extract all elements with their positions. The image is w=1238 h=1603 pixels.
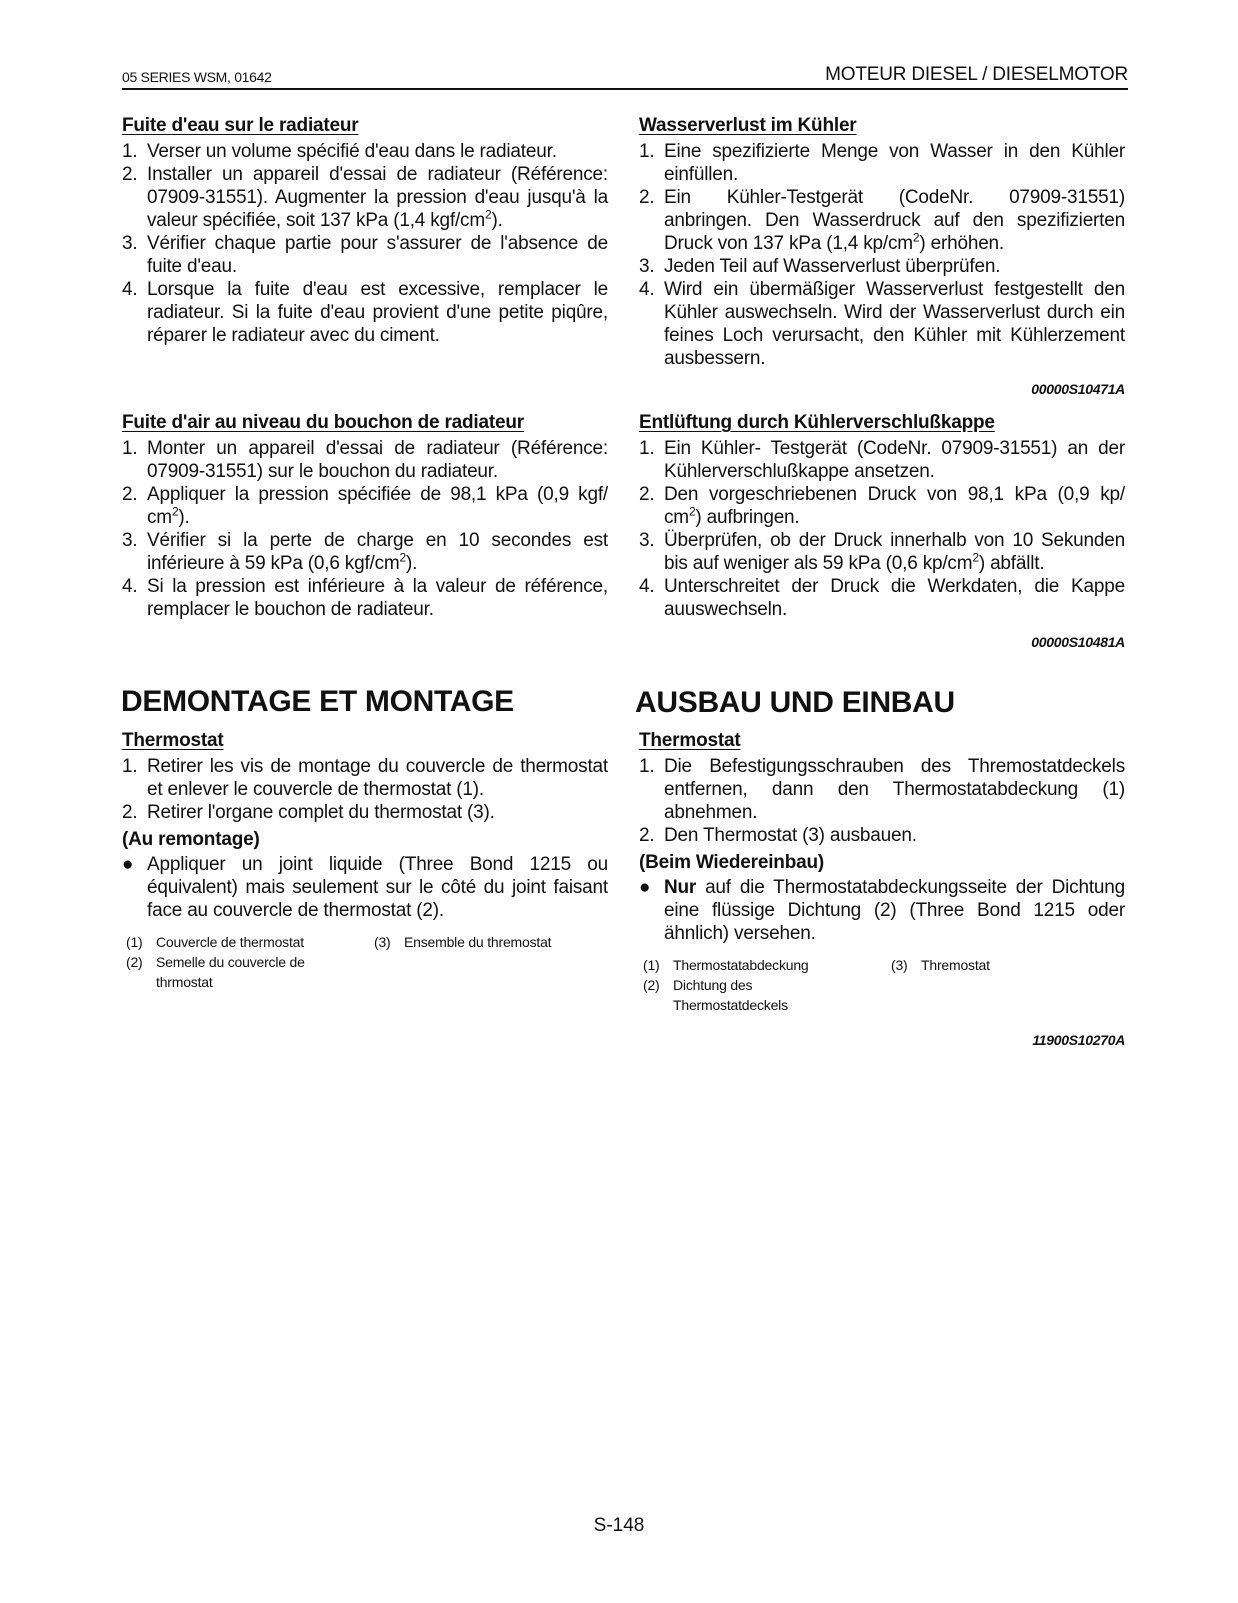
de-s1-ref: 00000S10471A: [1031, 381, 1125, 397]
list-item-text: Vérifier chaque partie pour s'assurer de l'absence de fuite d'eau.: [147, 233, 608, 277]
list-item-text: Den vorgeschriebenen Druck von 98,1 kPa (0,9 kp/ cm: [664, 484, 1125, 528]
fr-s1-list: [122, 140, 608, 347]
legend-text: Couvercle de thermostat: [156, 934, 304, 950]
list-item: [639, 824, 1125, 847]
list-item-text: Verser un volume spécifié d'eau dans le radiateur.: [147, 141, 557, 162]
superscript: 2: [485, 207, 492, 222]
list-item-number: 1.: [639, 141, 655, 162]
list-item: [122, 483, 608, 529]
fr-s1-title: Fuite d'eau sur le radiateur: [122, 115, 359, 136]
fr-legend: [122, 932, 608, 992]
list-item-text: Installer un appareil d'essai de radiateur (Référence: 07909-31551). Augmenter la pression d'eau jusqu'à la valeur spécifiée, soit 137 kPa (1,4 kgf/cm: [147, 164, 608, 231]
de-bullet-text: auf die Thermostatabdeckungsseite der Dichtung eine flüssige Dichtung (2) (Three Bond 1215 oder ähnlich) versehen.: [664, 877, 1125, 944]
superscript: 2: [688, 504, 696, 519]
list-item: [122, 755, 608, 801]
list-item-number: 1.: [639, 756, 655, 777]
list-item-text-tail: ) aufbringen.: [695, 507, 800, 528]
list-item: [122, 163, 608, 232]
list-item-text-tail: ).: [406, 553, 418, 574]
legend-text: Ensemble du thremostat: [404, 934, 552, 950]
legend-text: Semelle du couvercle de thrmostat: [156, 954, 305, 990]
superscript: 2: [399, 550, 407, 565]
de-section-thermostat: [639, 729, 1125, 1052]
fr-s2-title: Fuite d'air au niveau du bouchon de radiateur: [122, 412, 524, 433]
header-section: MOTEUR DIESEL / DIESELMOTOR: [825, 64, 1128, 85]
fr-big-title: DEMONTAGE ET MONTAGE: [121, 685, 514, 718]
list-item: [639, 186, 1125, 255]
de-big-title: AUSBAU UND EINBAU: [635, 686, 955, 719]
de-bullet-strong: Nur: [664, 877, 697, 898]
list-item: [122, 278, 608, 347]
list-item: [639, 575, 1125, 621]
list-item: [639, 278, 1125, 370]
superscript: 2: [912, 230, 920, 245]
list-item: [639, 755, 1125, 824]
list-item: [122, 437, 608, 483]
legend-number: (3): [891, 957, 908, 973]
list-item-text: Unterschreitet der Druck die Werkdaten, die Kappe auuswechseln.: [664, 576, 1125, 620]
de-s1-title: Wasserverlust im Kühler: [639, 115, 857, 136]
list-item-text: Retirer l'organe complet du thermostat (3).: [147, 802, 495, 823]
list-item-number: 1.: [639, 438, 655, 459]
list-item-text: Den Thermostat (3) ausbauen.: [664, 825, 917, 846]
de-thermostat-title: Thermostat: [639, 730, 741, 751]
legend-text: Thermostatabdeckung: [673, 957, 809, 973]
fr-reassembly-title: (Au remontage): [122, 829, 260, 850]
superscript: 2: [171, 504, 179, 519]
bullet-icon: ●: [122, 854, 134, 875]
list-item-text-tail: ).: [491, 210, 503, 231]
list-item: [122, 801, 608, 824]
list-item-number: 4.: [639, 279, 655, 300]
legend-number: (1): [126, 934, 143, 950]
list-item: [122, 140, 608, 163]
list-item-text-tail: ) erhöhen.: [919, 233, 1005, 254]
fr-thermostat-title: Thermostat: [122, 730, 224, 751]
list-item-text: Eine spezifizierte Menge von Wasser in den Kühler einfüllen.: [664, 141, 1125, 185]
list-item-number: 2.: [122, 484, 138, 505]
de-s1-list: [639, 140, 1125, 370]
de-s2-title: Entlüftung durch Kühlerverschlußkappe: [639, 412, 995, 433]
fr-section-thermostat: [122, 729, 608, 992]
list-item-number: 3.: [639, 256, 655, 277]
fr-thermostat-list: [122, 755, 608, 824]
list-item-number: 4.: [639, 576, 655, 597]
list-item-text: Appliquer la pression spécifiée de 98,1 kPa (0,9 kgf/ cm: [147, 484, 608, 528]
list-item-text: Retirer les vis de montage du couvercle de thermostat et enlever le couvercle de thermostat (1).: [147, 756, 608, 800]
de-s2-list: [639, 437, 1125, 621]
list-item-number: 2.: [639, 187, 655, 208]
list-item-number: 1.: [122, 438, 138, 459]
list-item-number: 2.: [122, 164, 138, 185]
fr-section-air-leak: [122, 411, 608, 621]
list-item-number: 2.: [639, 484, 655, 505]
de-reassembly-title: (Beim Wiedereinbau): [639, 852, 825, 873]
list-item: [639, 529, 1125, 575]
list-item-text: Ein Kühler- Testgerät (CodeNr. 07909-31551) an der Kühlerverschlußkappe ansetzen.: [664, 438, 1125, 482]
de-thermostat-ref: 11900S10270A: [1032, 1032, 1125, 1048]
list-item-number: 3.: [122, 233, 138, 254]
legend-number: (2): [643, 977, 660, 993]
list-item-number: 2.: [122, 802, 138, 823]
list-item: [122, 575, 608, 621]
list-item-text: Jeden Teil auf Wasserverlust überprüfen.: [664, 256, 1001, 277]
de-legend: [639, 955, 1125, 1015]
list-item-text: Monter un appareil d'essai de radiateur (Référence: 07909-31551) sur le bouchon du radiateur.: [147, 438, 608, 482]
list-item: [122, 232, 608, 278]
list-item-number: 4.: [122, 279, 138, 300]
header-doc-id: 05 SERIES WSM, 01642: [122, 69, 272, 85]
legend-number: (2): [126, 954, 143, 970]
list-item-text: Die Befestigungsschrauben des Thremostatdeckels entfernen, dann den Thermostatabdeckung (1) abnehmen.: [664, 756, 1125, 823]
list-item-number: 3.: [639, 530, 655, 551]
list-item: [639, 483, 1125, 529]
fr-section-water-leak: [122, 114, 608, 347]
list-item-number: 4.: [122, 576, 138, 597]
list-item-number: 3.: [122, 530, 138, 551]
page-number: S-148: [593, 1515, 645, 1536]
legend-text: Thremostat: [921, 957, 990, 973]
list-item-text-tail: ).: [178, 507, 190, 528]
superscript: 2: [972, 550, 979, 565]
fr-bullet-item: [122, 853, 608, 922]
list-item-number: 1.: [122, 756, 138, 777]
list-item: [639, 255, 1125, 278]
bullet-icon: ●: [639, 877, 651, 898]
list-item-text: Wird ein übermäßiger Wasserverlust festgestellt den Kühler auswechseln. Wird der Wasserverlust durch ein feines Loch verursacht, den Kühler mit Kühlerzement ausbessern.: [664, 279, 1125, 369]
legend-text: Dichtung des Thermostatdeckels: [673, 977, 788, 1013]
list-item-number: 2.: [639, 825, 655, 846]
de-s2-ref: 00000S10481A: [1031, 634, 1125, 650]
list-item-text: Ein Kühler-Testgerät (CodeNr. 07909-31551) anbringen. Den Wasserdruck auf den spezifizierten Druck von 137 kPa (1,4 kp/cm: [664, 187, 1125, 254]
de-section-water-leak: [639, 114, 1125, 401]
list-item: [639, 140, 1125, 186]
page-header: [122, 62, 1128, 90]
fr-bullet-text: Appliquer un joint liquide (Three Bond 1215 ou équivalent) mais seulement sur le côté du joint faisant face au couvercle de thermostat (2).: [147, 854, 608, 921]
list-item-text: Vérifier si la perte de charge en 10 secondes est inférieure à 59 kPa (0,6 kgf/cm: [147, 530, 608, 574]
fr-s2-list: [122, 437, 608, 621]
de-thermostat-list: [639, 755, 1125, 847]
legend-number: (3): [374, 934, 391, 950]
list-item: [122, 529, 608, 575]
list-item-text-tail: ) abfällt.: [978, 553, 1045, 574]
list-item-text: Überprüfen, ob der Druck innerhalb von 10 Sekunden bis auf weniger als 59 kPa (0,6 kp/cm: [664, 530, 1125, 574]
de-bullet-item: [639, 876, 1125, 945]
legend-number: (1): [643, 957, 660, 973]
list-item-number: 1.: [122, 141, 138, 162]
de-section-air-leak: [639, 411, 1125, 654]
list-item: [639, 437, 1125, 483]
list-item-text: Si la pression est inférieure à la valeur de référence, remplacer le bouchon de radiateur.: [147, 576, 608, 620]
list-item-text: Lorsque la fuite d'eau est excessive, remplacer le radiateur. Si la fuite d'eau provient d'une petite piqûre, réparer le radiateur avec du ciment.: [147, 279, 608, 346]
